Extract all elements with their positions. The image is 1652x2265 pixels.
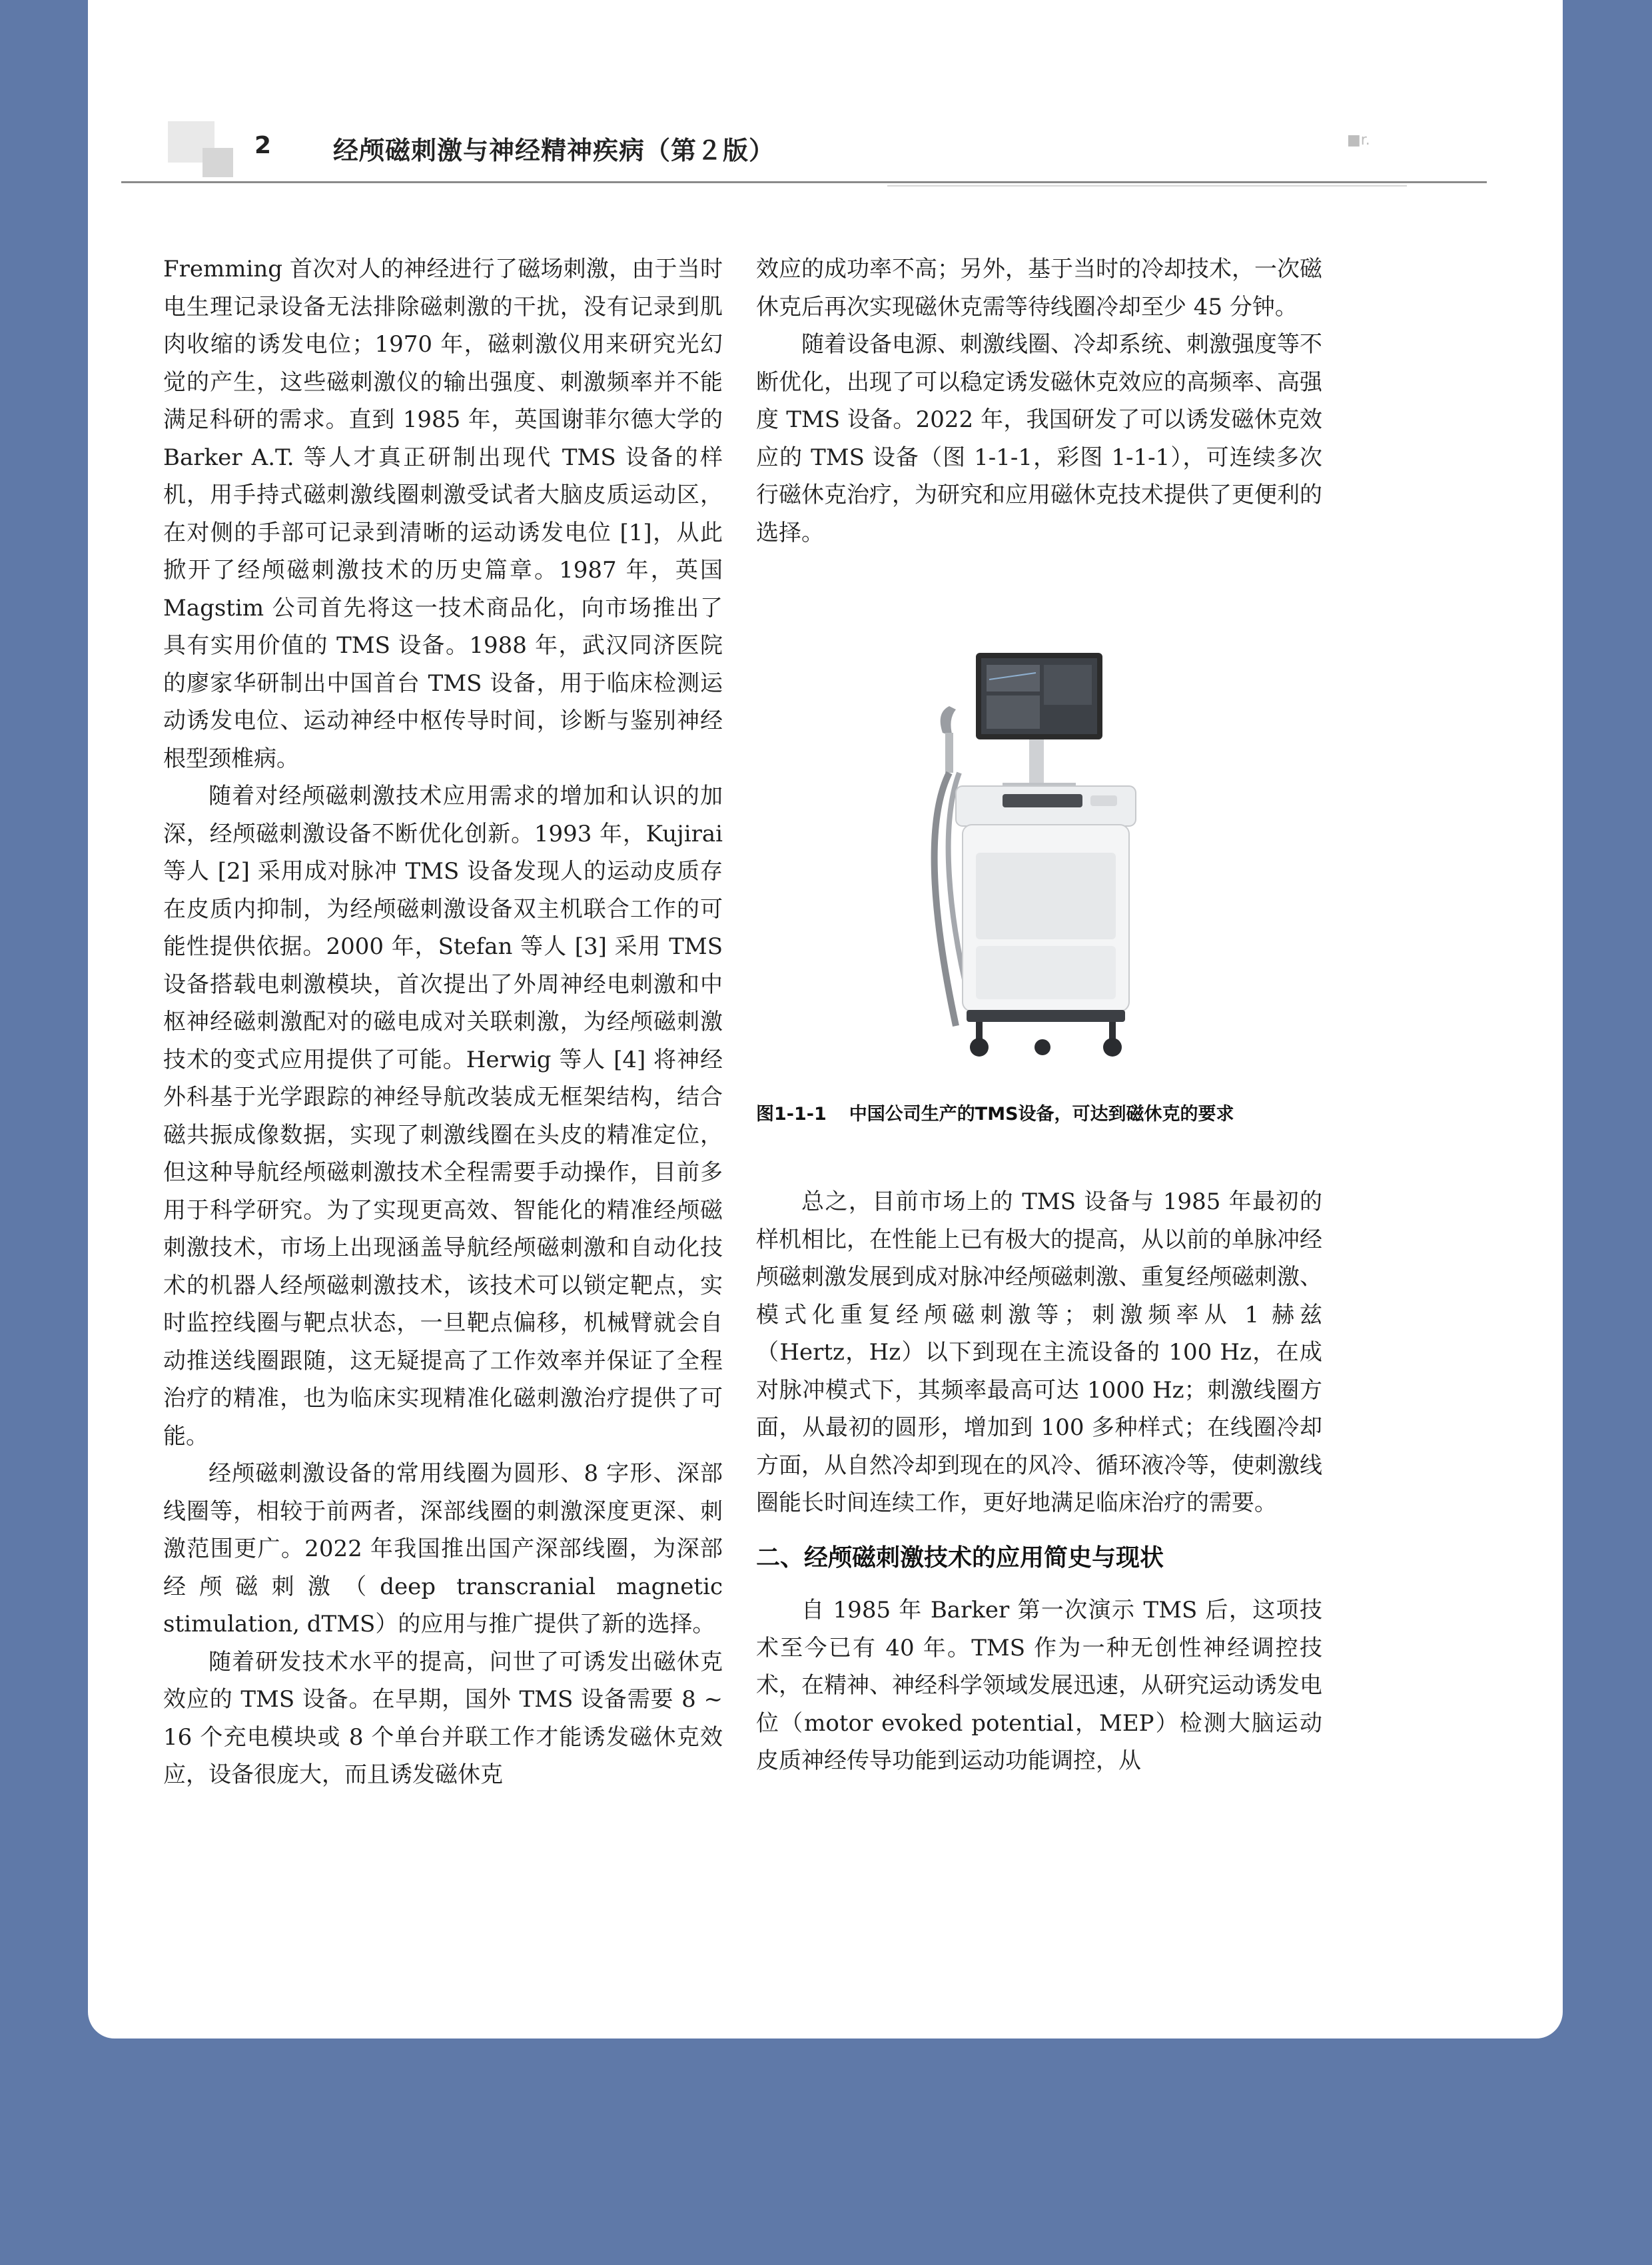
section-heading: 二、经颅磁刺激技术的应用简史与现状 <box>756 1544 1164 1572</box>
paragraph: 随着对经颅磁刺激技术应用需求的增加和认识的加深，经颅磁刺激设备不断优化创新。1993 年，Kujirai 等人 [2] 采用成对脉冲 TMS 设备发现人的运动皮质存在皮质内抑制，为经颅磁刺激设备双主机联合工作的可能性提供依据。2000 年，Stefan 等人 [3] 采用 TMS 设备搭载电刺激模块，首次提出了外周神经电刺激和中枢神经磁刺激配对的磁电成对关联刺激，为经颅磁刺激技术的变式应用提供了可能。Herwig 等人 [4] 将神经外科基于光学跟踪的神经导航改装成无框架结构，结合磁共振成像数据，实现了刺激线圈在头皮的精准定位，但这种导航经颅磁刺激技术全程需要手动操作，目前多用于科学研究。为了实现更高效、智能化的精准经颅磁刺激技术，市场上出现涵盖导航经颅磁刺激和自动化技术的机器人经颅磁刺激技术，该技术可以锁定靶点，实时监控线圈与靶点状态，一旦靶点偏移，机械臂就会自动推送线圈跟随，这无疑提高了工作效率并保证了全程治疗的精准，也为临床实现精准化磁刺激治疗提供了可能。 <box>163 783 723 1450</box>
paragraph: 经颅磁刺激设备的常用线圈为圆形、8 字形、深部线圈等，相较于前两者，深部线圈的刺激深度更深、刺激范围更广。2022 年我国推出国产深部线圈，为深部经颅磁刺激（deep transcranial magnetic stimulation, dTMS）的应用与推广提供了新的选择。 <box>163 1460 723 1637</box>
running-header-title: 经颅磁刺激与神经精神疾病（第２版） <box>333 136 775 165</box>
paragraph: 随着设备电源、刺激线圈、冷却系统、刺激强度等不断优化，出现了可以稳定诱发磁休克效应的高频率、高强度 TMS 设备。2022 年，我国研发了可以诱发磁休克效应的 TMS 设备（图 1-1-1，彩图 1-1-1），可连续多次行磁休克治疗，为研究和应用磁休克技术提供了更便利的选择。 <box>756 331 1322 546</box>
paragraph: 随着研发技术水平的提高，问世了可诱发出磁休克效应的 TMS 设备。在早期，国外 TMS 设备需要 8 ~ 16 个充电模块或 8 个单台并联工作才能诱发磁休克效应，设备很庞大，而且诱发磁休克 <box>163 1648 723 1788</box>
header-decoration <box>203 148 233 177</box>
page-number: 2 <box>254 132 272 159</box>
right-column-top <box>756 250 1322 552</box>
header-right-mark: ■r. <box>1347 132 1370 149</box>
header-rule <box>121 181 1487 183</box>
figure-label: 图1-1-1 <box>756 1104 827 1125</box>
header-rule-secondary <box>887 185 1407 187</box>
tms-device-image <box>929 653 1162 1059</box>
paragraph: 总之，目前市场上的 TMS 设备与 1985 年最初的样机相比，在性能上已有极大的提高，从以前的单脉冲经颅磁刺激发展到成对脉冲经颅磁刺激、重复经颅磁刺激、模式化重复经颅磁刺激等；刺激频率从 1 赫兹（Hertz，Hz）以下到现在主流设备的 100 Hz，在成对脉冲模式下，其频率最高可达 1000 Hz；刺激线圈方面，从最初的圆形，增加到 100 多种样式；在线圈冷却方面，从自然冷却到现在的风冷、循环液冷等，使刺激线圈能长时间连续工作，更好地满足临床治疗的需要。 <box>756 1188 1322 1516</box>
paragraph: Fremming 首次对人的神经进行了磁场刺激，由于当时电生理记录设备无法排除磁刺激的干扰，没有记录到肌肉收缩的诱发电位；1970 年，磁刺激仪用来研究光幻觉的产生，这些磁刺激仪的输出强度、刺激频率并不能满足科研的需求。直到 1985 年，英国谢菲尔德大学的 Barker A.T. 等人才真正研制出现代 TMS 设备的样机，用手持式磁刺激线圈刺激受试者大脑皮质运动区，在对侧的手部可记录到清晰的运动诱发电位 [1]，从此掀开了经颅磁刺激技术的历史篇章。1987 年，英国 Magstim 公司首先将这一技术商品化，向市场推出了具有实用价值的 TMS 设备。1988 年，武汉同济医院的廖家华研制出中国首台 TMS 设备，用于临床检测运动诱发电位、运动神经中枢传导时间，诊断与鉴别神经根型颈椎病。 <box>163 256 723 772</box>
right-column-bottom <box>756 1183 1322 1780</box>
figure <box>756 640 1322 1132</box>
left-column <box>163 250 723 1794</box>
figure-caption-text: 中国公司生产的TMS设备，可达到磁休克的要求 <box>849 1104 1234 1125</box>
figure-caption <box>756 1099 1322 1125</box>
paragraph: 效应的成功率不高；另外，基于当时的冷却技术，一次磁休克后再次实现磁休克需等待线圈冷却至少 45 分钟。 <box>756 256 1322 320</box>
paragraph: 自 1985 年 Barker 第一次演示 TMS 后，这项技术至今已有 40 年。TMS 作为一种无创性神经调控技术，在精神、神经科学领域发展迅速，从研究运动诱发电位（motor evoked potential，MEP）检测大脑运动皮质神经传导功能到运动功能调控，从 <box>756 1597 1322 1774</box>
